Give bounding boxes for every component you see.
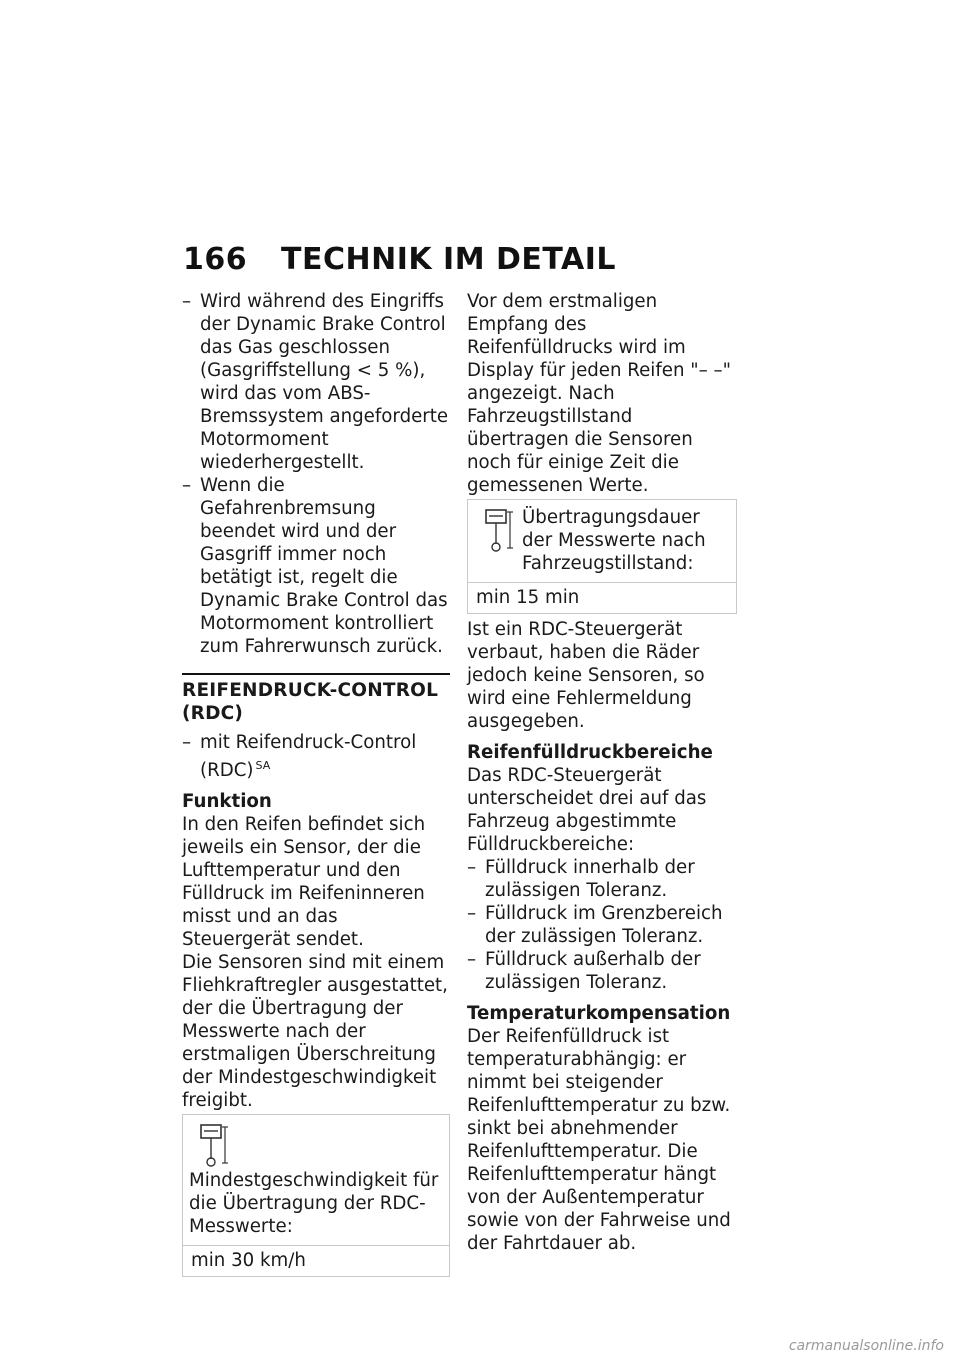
section-divider (182, 673, 450, 675)
section-title: REIFENDRUCK-CONTROL (RDC) (182, 680, 439, 724)
option-item (182, 731, 450, 782)
left-column (182, 290, 450, 1281)
error-paragraph: Ist ein RDC-Steuergerät verbaut, haben die Räder jedoch keine Sensoren, so wird eine Fehlermeldung ausgegeben. (467, 619, 705, 732)
spec-value: min 15 min (476, 587, 580, 608)
right-column (467, 290, 737, 1255)
page-header (183, 242, 616, 277)
list-item: – Fülldruck im Grenzbereich der zulässigen Toleranz. (467, 902, 737, 948)
list-item: – Wenn die Gefahrenbremsung beendet wird und der Gasgriff immer noch betätigt ist, regelt die Dynamic Brake Control das Motormoment kontrolliert zum Fahrerwunsch zurück. (182, 474, 450, 658)
page-number: 166 (183, 242, 248, 277)
temp-paragraph: Der Reifenfülldruck ist temperaturabhängig: er nimmt bei steigender Reifenlufttemperatur zu bzw. sinkt bei abnehmender Reifenlufttemperatur. Die Reifenlufttemperatur hängt von der Außentemperatur sowie von der Fahrweise und der Fahrtdauer ab. (467, 1026, 731, 1254)
spec-box-speed (182, 1114, 450, 1277)
funktion-heading: Funktion (182, 791, 272, 812)
funktion-paragraph-1: In den Reifen befindet sich jeweils ein Sensor, der die Lufttemperatur und den Fülldruck im Reifeninneren misst und an das Steuergerät sendet. (182, 814, 426, 950)
temp-heading: Temperaturkompensation (467, 1003, 731, 1024)
list-item: – Fülldruck außerhalb der zulässigen Toleranz. (467, 948, 737, 994)
list-item: – Fülldruck innerhalb der zulässigen Toleranz. (467, 856, 737, 902)
chapter-title: TECHNIK IM DETAIL (281, 242, 617, 277)
gauge-measure-icon (474, 506, 518, 554)
list-item: – Wird während des Eingriffs der Dynamic Brake Control das Gas geschlossen (Gasgriffstellung < 5 %), wird das vom ABS-Bremssystem angeforderte Motormoment wiederhergestellt. (182, 290, 450, 474)
option-text: mit Reifendruck-Control (RDC) (200, 732, 417, 781)
spec-box-duration (467, 499, 737, 614)
spec-label: Übertragungsdauer der Messwerte nach Fahrzeugstillstand: (522, 507, 706, 574)
spec-label: Mindestgeschwindigkeit für die Übertragung der RDC-Messwerte: (189, 1170, 439, 1237)
funktion-paragraph-2: Die Sensoren sind mit einem Fliehkraftregler ausgestattet, der die Übertragung der Messwerte nach der erstmaligen Überschreitung der Mindestgeschwindigkeit freigibt. (182, 952, 448, 1111)
bereiche-paragraph: Das RDC-Steuergerät unterscheidet drei auf das Fahrzeug abgestimmte Fülldruckbereiche: (467, 765, 707, 855)
display-paragraph: Vor dem erstmaligen Empfang des Reifenfülldrucks wird im Display für jeden Reifen "– –" angezeigt. Nach Fahrzeugstillstand übertragen die Sensoren noch für einige Zeit die gemessenen Werte. (467, 291, 731, 496)
watermark: carmanualsonline.info (788, 1338, 944, 1354)
gauge-measure-icon (189, 1121, 233, 1169)
bereiche-heading: Reifenfülldruckbereiche (467, 742, 713, 763)
spec-value: min 30 km/h (191, 1250, 306, 1271)
option-sup: SA (255, 759, 271, 772)
